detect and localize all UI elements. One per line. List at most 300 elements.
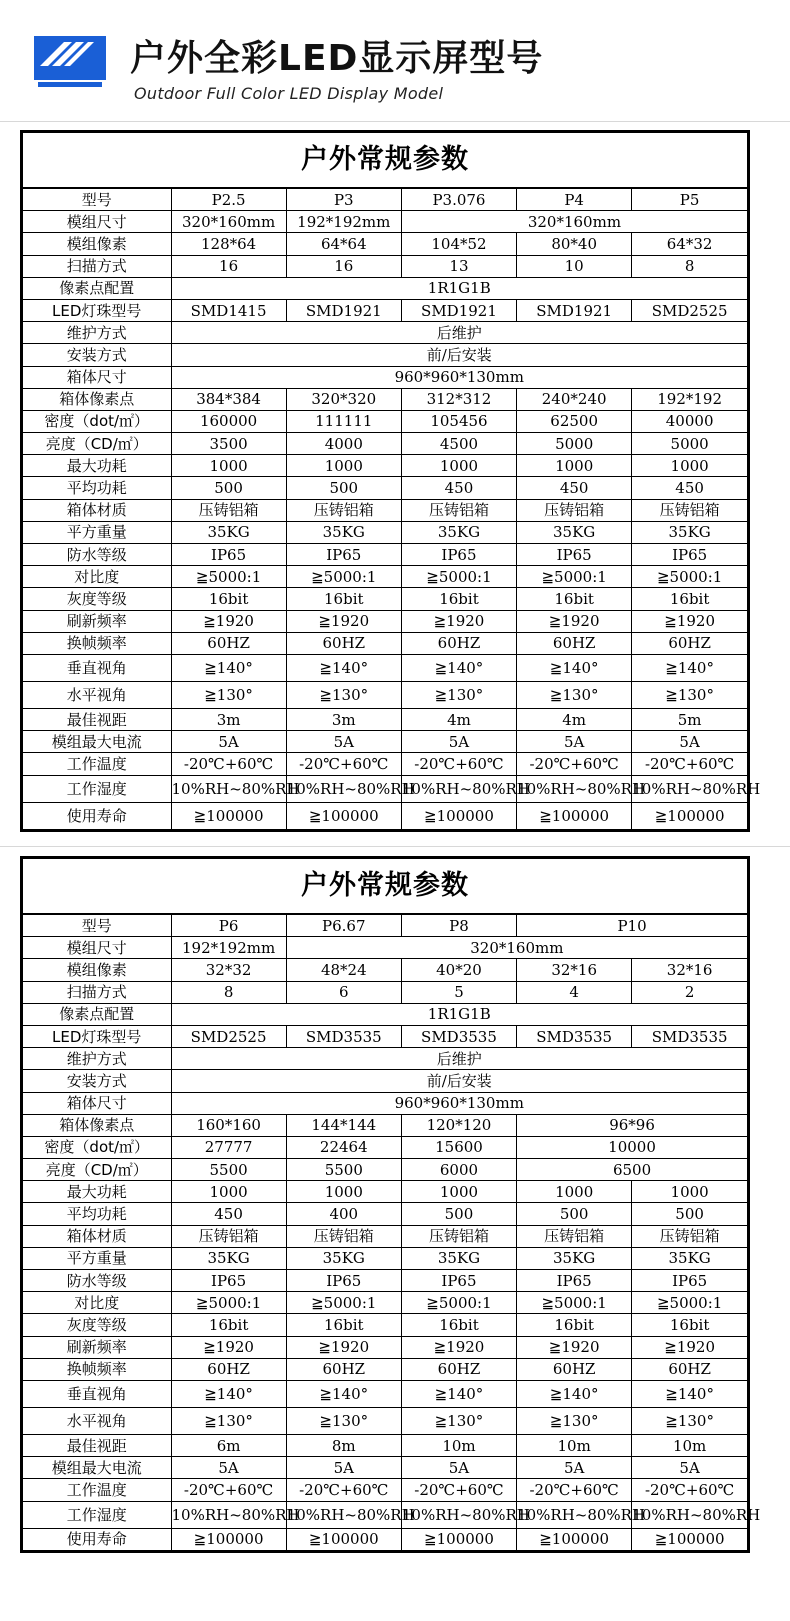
table-cell: 压铸铝箱 bbox=[517, 499, 632, 521]
table-cell: ≧5000:1 bbox=[632, 566, 747, 588]
table-cell: 400 bbox=[286, 1203, 401, 1225]
table-cell: 3m bbox=[171, 708, 286, 730]
table-cell: 60HZ bbox=[517, 632, 632, 654]
table-cell: 10000 bbox=[517, 1136, 747, 1158]
table-row bbox=[23, 1114, 747, 1136]
table-cell: 64*64 bbox=[286, 233, 401, 255]
table-cell: 27777 bbox=[171, 1136, 286, 1158]
table-cell: -20℃+60℃ bbox=[517, 1479, 632, 1501]
table-cell: 240*240 bbox=[517, 388, 632, 410]
table-cell: ≧130° bbox=[632, 681, 747, 708]
table-cell: SMD3535 bbox=[517, 1025, 632, 1047]
row-label: 密度（dot/㎡） bbox=[23, 1136, 171, 1158]
table-cell: ≧1920 bbox=[517, 610, 632, 632]
table-cell: 2 bbox=[632, 981, 747, 1003]
table-cell: ≧5000:1 bbox=[517, 1292, 632, 1314]
table-cell: SMD1415 bbox=[171, 299, 286, 321]
table-cell: ≧100000 bbox=[517, 802, 632, 829]
table-row bbox=[23, 1270, 747, 1292]
table-cell: ≧1920 bbox=[401, 610, 516, 632]
divider bbox=[0, 121, 790, 122]
table-cell: 5A bbox=[171, 731, 286, 753]
table-cell: ≧5000:1 bbox=[171, 566, 286, 588]
table-cell: 10%RH~80%RH bbox=[286, 775, 401, 802]
table-cell: 前/后安装 bbox=[171, 344, 747, 366]
table-cell: 60HZ bbox=[171, 632, 286, 654]
row-label: 像素点配置 bbox=[23, 277, 171, 299]
spec-panel-1 bbox=[20, 130, 761, 832]
row-label: 防水等级 bbox=[23, 544, 171, 566]
table-cell: 192*192mm bbox=[286, 211, 401, 233]
table-cell: ≧140° bbox=[286, 1380, 401, 1407]
table-cell: 压铸铝箱 bbox=[286, 499, 401, 521]
table-cell: 后维护 bbox=[171, 322, 747, 344]
row-label: 最佳视距 bbox=[23, 708, 171, 730]
table-cell: 5500 bbox=[286, 1159, 401, 1181]
row-label: 灰度等级 bbox=[23, 588, 171, 610]
table-row bbox=[23, 915, 747, 937]
table-cell: 5A bbox=[517, 731, 632, 753]
table-cell: ≧1920 bbox=[632, 1336, 747, 1358]
table-cell: 111111 bbox=[286, 410, 401, 432]
table-cell: 16bit bbox=[517, 1314, 632, 1336]
table-cell: IP65 bbox=[171, 1270, 286, 1292]
table-cell: ≧1920 bbox=[632, 610, 747, 632]
table-cell: 10m bbox=[517, 1434, 632, 1456]
table-row bbox=[23, 233, 747, 255]
table-cell: ≧1920 bbox=[517, 1336, 632, 1358]
table-cell: ≧140° bbox=[171, 1380, 286, 1407]
table-cell: SMD2525 bbox=[632, 299, 747, 321]
row-label: 最大功耗 bbox=[23, 1181, 171, 1203]
divider bbox=[0, 846, 790, 847]
table-row bbox=[23, 1025, 747, 1047]
row-label: 工作温度 bbox=[23, 1479, 171, 1501]
table-row bbox=[23, 1203, 747, 1225]
table-cell: 10%RH~80%RH bbox=[171, 775, 286, 802]
table-row bbox=[23, 277, 747, 299]
table-row bbox=[23, 610, 747, 632]
table-cell: 压铸铝箱 bbox=[171, 499, 286, 521]
row-label: 防水等级 bbox=[23, 1270, 171, 1292]
table-cell: 60HZ bbox=[517, 1358, 632, 1380]
table-cell: 35KG bbox=[632, 1247, 747, 1269]
table-cell: 压铸铝箱 bbox=[401, 499, 516, 521]
table-cell: 3m bbox=[286, 708, 401, 730]
row-label: 使用寿命 bbox=[23, 802, 171, 829]
table-cell: ≧140° bbox=[401, 1380, 516, 1407]
row-label: 灰度等级 bbox=[23, 1314, 171, 1336]
table-cell: IP65 bbox=[286, 1270, 401, 1292]
table-cell: SMD3535 bbox=[401, 1025, 516, 1047]
table-cell: 104*52 bbox=[401, 233, 516, 255]
row-label: 工作湿度 bbox=[23, 1501, 171, 1528]
table-cell: 1000 bbox=[286, 455, 401, 477]
table-cell: 10%RH~80%RH bbox=[401, 1501, 516, 1528]
row-label: 对比度 bbox=[23, 1292, 171, 1314]
table-cell: 10 bbox=[517, 255, 632, 277]
table-cell: 35KG bbox=[171, 1247, 286, 1269]
row-label: 垂直视角 bbox=[23, 1380, 171, 1407]
table-cell: SMD1921 bbox=[517, 299, 632, 321]
spec-table-title: 户外常规参数 bbox=[23, 133, 747, 189]
row-label: 水平视角 bbox=[23, 1407, 171, 1434]
table-cell: -20℃+60℃ bbox=[171, 753, 286, 775]
table-cell: 10%RH~80%RH bbox=[517, 1501, 632, 1528]
table-cell: SMD2525 bbox=[171, 1025, 286, 1047]
table-cell: 35KG bbox=[517, 1247, 632, 1269]
table-row bbox=[23, 344, 747, 366]
table-cell: 5A bbox=[401, 1457, 516, 1479]
row-label: 扫描方式 bbox=[23, 981, 171, 1003]
table-cell: 16bit bbox=[517, 588, 632, 610]
table-cell: 144*144 bbox=[286, 1114, 401, 1136]
table-cell: 120*120 bbox=[401, 1114, 516, 1136]
table-cell: 压铸铝箱 bbox=[171, 1225, 286, 1247]
table-cell: 60HZ bbox=[286, 632, 401, 654]
table-cell: ≧140° bbox=[171, 654, 286, 681]
table-row bbox=[23, 1048, 747, 1070]
table-row bbox=[23, 588, 747, 610]
table-cell: 6500 bbox=[517, 1159, 747, 1181]
table-row bbox=[23, 1434, 747, 1456]
row-label: 垂直视角 bbox=[23, 654, 171, 681]
table-row bbox=[23, 632, 747, 654]
table-row bbox=[23, 1136, 747, 1158]
row-label: 箱体尺寸 bbox=[23, 1092, 171, 1114]
table-cell: P10 bbox=[517, 915, 747, 937]
table-row bbox=[23, 753, 747, 775]
table-cell: -20℃+60℃ bbox=[632, 753, 747, 775]
table-cell: 105456 bbox=[401, 410, 516, 432]
table-cell: -20℃+60℃ bbox=[632, 1479, 747, 1501]
row-label: 平方重量 bbox=[23, 1247, 171, 1269]
table-cell: P2.5 bbox=[171, 189, 286, 211]
table-row bbox=[23, 521, 747, 543]
table-row bbox=[23, 433, 747, 455]
table-cell: P3.076 bbox=[401, 189, 516, 211]
table-cell: 16bit bbox=[286, 588, 401, 610]
table-cell: 192*192mm bbox=[171, 937, 286, 959]
table-row bbox=[23, 1479, 747, 1501]
table-cell: ≧5000:1 bbox=[632, 1292, 747, 1314]
row-label: 最佳视距 bbox=[23, 1434, 171, 1456]
table-cell: 960*960*130mm bbox=[171, 1092, 747, 1114]
table-cell: 16bit bbox=[632, 1314, 747, 1336]
table-cell: 35KG bbox=[401, 1247, 516, 1269]
table-cell: ≧130° bbox=[171, 681, 286, 708]
row-label: 模组尺寸 bbox=[23, 211, 171, 233]
table-cell: ≧140° bbox=[401, 654, 516, 681]
row-label: 安装方式 bbox=[23, 1070, 171, 1092]
table-cell: IP65 bbox=[517, 1270, 632, 1292]
table-cell: 60HZ bbox=[632, 632, 747, 654]
table-cell: 5A bbox=[286, 731, 401, 753]
table-cell: P4 bbox=[517, 189, 632, 211]
table-cell: 500 bbox=[171, 477, 286, 499]
table-cell: ≧100000 bbox=[517, 1528, 632, 1550]
table-cell: ≧140° bbox=[632, 1380, 747, 1407]
table-row bbox=[23, 1358, 747, 1380]
table-cell: IP65 bbox=[401, 1270, 516, 1292]
table-cell: 450 bbox=[171, 1203, 286, 1225]
table-cell: 5000 bbox=[632, 433, 747, 455]
table-row bbox=[23, 1092, 747, 1114]
table-cell: -20℃+60℃ bbox=[286, 753, 401, 775]
table-cell: 10%RH~80%RH bbox=[171, 1501, 286, 1528]
table-cell: 48*24 bbox=[286, 959, 401, 981]
table-cell: 450 bbox=[632, 477, 747, 499]
table-row bbox=[23, 1407, 747, 1434]
table-row bbox=[23, 959, 747, 981]
table-cell: ≧130° bbox=[286, 681, 401, 708]
table-row bbox=[23, 366, 747, 388]
table-cell: 16 bbox=[171, 255, 286, 277]
table-cell: 5A bbox=[632, 731, 747, 753]
table-cell: 10m bbox=[401, 1434, 516, 1456]
table-row bbox=[23, 654, 747, 681]
spec-table-title: 户外常规参数 bbox=[23, 859, 747, 915]
table-row bbox=[23, 1292, 747, 1314]
table-cell: ≧140° bbox=[517, 1380, 632, 1407]
table-cell: 8 bbox=[632, 255, 747, 277]
table-row bbox=[23, 775, 747, 802]
table-cell: ≧140° bbox=[632, 654, 747, 681]
table-cell: 5 bbox=[401, 981, 516, 1003]
row-label: 安装方式 bbox=[23, 344, 171, 366]
table-cell: 5A bbox=[286, 1457, 401, 1479]
table-cell: 192*192 bbox=[632, 388, 747, 410]
page-title: 户外全彩LED显示屏型号 bbox=[130, 38, 544, 79]
table-cell: 8m bbox=[286, 1434, 401, 1456]
table-cell: 1000 bbox=[632, 455, 747, 477]
table-cell: 160*160 bbox=[171, 1114, 286, 1136]
table-row bbox=[23, 1457, 747, 1479]
table-cell: 10m bbox=[632, 1434, 747, 1456]
table-cell: 60HZ bbox=[171, 1358, 286, 1380]
row-label: 亮度（CD/㎡） bbox=[23, 1159, 171, 1181]
row-label: 模组像素 bbox=[23, 959, 171, 981]
table-cell: 10%RH~80%RH bbox=[286, 1501, 401, 1528]
table-cell: 16bit bbox=[632, 588, 747, 610]
table-cell: 16bit bbox=[286, 1314, 401, 1336]
table-cell: P8 bbox=[401, 915, 516, 937]
table-cell: 320*160mm bbox=[286, 937, 747, 959]
table-cell: 1000 bbox=[632, 1181, 747, 1203]
table-row bbox=[23, 681, 747, 708]
table-cell: 5A bbox=[171, 1457, 286, 1479]
table-row bbox=[23, 410, 747, 432]
table-row bbox=[23, 1070, 747, 1092]
table-cell: IP65 bbox=[286, 544, 401, 566]
table-cell: ≧5000:1 bbox=[517, 566, 632, 588]
row-label: 模组最大电流 bbox=[23, 731, 171, 753]
table-cell: 35KG bbox=[286, 521, 401, 543]
table-cell: 1R1G1B bbox=[171, 1003, 747, 1025]
table-cell: ≧130° bbox=[286, 1407, 401, 1434]
table-cell: ≧1920 bbox=[286, 1336, 401, 1358]
row-label: LED灯珠型号 bbox=[23, 299, 171, 321]
table-cell: 4m bbox=[517, 708, 632, 730]
table-cell: 6m bbox=[171, 1434, 286, 1456]
table-cell: ≧5000:1 bbox=[171, 1292, 286, 1314]
table-cell: 1000 bbox=[401, 1181, 516, 1203]
row-label: 平均功耗 bbox=[23, 477, 171, 499]
table-cell: ≧130° bbox=[401, 681, 516, 708]
row-label: 工作温度 bbox=[23, 753, 171, 775]
table-cell: 1000 bbox=[401, 455, 516, 477]
row-label: 箱体像素点 bbox=[23, 1114, 171, 1136]
table-cell: ≧100000 bbox=[171, 802, 286, 829]
row-label: 使用寿命 bbox=[23, 1528, 171, 1550]
row-label: 刷新频率 bbox=[23, 610, 171, 632]
table-cell: 320*160mm bbox=[171, 211, 286, 233]
table-cell: ≧5000:1 bbox=[286, 1292, 401, 1314]
table-cell: 4 bbox=[517, 981, 632, 1003]
row-label: 模组像素 bbox=[23, 233, 171, 255]
row-label: 水平视角 bbox=[23, 681, 171, 708]
table-cell: ≧1920 bbox=[401, 1336, 516, 1358]
table-cell: IP65 bbox=[401, 544, 516, 566]
table-row bbox=[23, 1247, 747, 1269]
table-row bbox=[23, 1528, 747, 1550]
table-cell: 5500 bbox=[171, 1159, 286, 1181]
table-cell: 压铸铝箱 bbox=[632, 1225, 747, 1247]
table-cell: ≧100000 bbox=[632, 1528, 747, 1550]
table-cell: P6.67 bbox=[286, 915, 401, 937]
table-cell: 1R1G1B bbox=[171, 277, 747, 299]
table-cell: 1000 bbox=[517, 455, 632, 477]
table-cell: 13 bbox=[401, 255, 516, 277]
table-cell: 10%RH~80%RH bbox=[401, 775, 516, 802]
table-cell: 35KG bbox=[286, 1247, 401, 1269]
table-cell: ≧5000:1 bbox=[401, 566, 516, 588]
table-cell: ≧140° bbox=[517, 654, 632, 681]
table-cell: 80*40 bbox=[517, 233, 632, 255]
table-cell: 500 bbox=[517, 1203, 632, 1225]
table-cell: 312*312 bbox=[401, 388, 516, 410]
table-cell: 压铸铝箱 bbox=[632, 499, 747, 521]
table-cell: 压铸铝箱 bbox=[286, 1225, 401, 1247]
table-cell: 1000 bbox=[171, 1181, 286, 1203]
table-cell: 15600 bbox=[401, 1136, 516, 1158]
table-cell: 40000 bbox=[632, 410, 747, 432]
table-cell: 60HZ bbox=[401, 632, 516, 654]
table-cell: 5m bbox=[632, 708, 747, 730]
table-row bbox=[23, 1314, 747, 1336]
page-header bbox=[0, 0, 790, 125]
table-cell: 4000 bbox=[286, 433, 401, 455]
page-subtitle: Outdoor Full Color LED Display Model bbox=[134, 84, 444, 103]
table-cell: SMD1921 bbox=[286, 299, 401, 321]
table-cell: 8 bbox=[171, 981, 286, 1003]
table-cell: IP65 bbox=[632, 544, 747, 566]
table-cell: 32*16 bbox=[632, 959, 747, 981]
table-cell: -20℃+60℃ bbox=[517, 753, 632, 775]
table-cell: SMD1921 bbox=[401, 299, 516, 321]
table-cell: ≧130° bbox=[401, 1407, 516, 1434]
row-label: 维护方式 bbox=[23, 322, 171, 344]
table-row bbox=[23, 1003, 747, 1025]
table-cell: 40*20 bbox=[401, 959, 516, 981]
table-cell: -20℃+60℃ bbox=[401, 753, 516, 775]
spec-panel-2 bbox=[20, 856, 761, 1553]
row-label: 模组尺寸 bbox=[23, 937, 171, 959]
row-label: 工作湿度 bbox=[23, 775, 171, 802]
table-row bbox=[23, 189, 747, 211]
table-cell: 320*320 bbox=[286, 388, 401, 410]
table-cell: 4500 bbox=[401, 433, 516, 455]
table-cell: 35KG bbox=[401, 521, 516, 543]
table-row bbox=[23, 477, 747, 499]
table-row bbox=[23, 937, 747, 959]
row-label: 刷新频率 bbox=[23, 1336, 171, 1358]
spec-table bbox=[23, 915, 761, 1550]
table-cell: 160000 bbox=[171, 410, 286, 432]
table-cell: 22464 bbox=[286, 1136, 401, 1158]
table-row bbox=[23, 1336, 747, 1358]
row-label: 型号 bbox=[23, 915, 171, 937]
table-row bbox=[23, 1181, 747, 1203]
table-cell: 16bit bbox=[401, 1314, 516, 1336]
table-cell: P5 bbox=[632, 189, 747, 211]
table-cell: 1000 bbox=[517, 1181, 632, 1203]
row-label: 模组最大电流 bbox=[23, 1457, 171, 1479]
table-cell: 16bit bbox=[171, 1314, 286, 1336]
table-cell: ≧100000 bbox=[401, 1528, 516, 1550]
table-cell: 35KG bbox=[632, 521, 747, 543]
table-cell: 60HZ bbox=[286, 1358, 401, 1380]
table-cell: 62500 bbox=[517, 410, 632, 432]
row-label: 扫描方式 bbox=[23, 255, 171, 277]
table-cell: 96*96 bbox=[517, 1114, 747, 1136]
row-label: 换帧频率 bbox=[23, 632, 171, 654]
table-cell: 60HZ bbox=[401, 1358, 516, 1380]
table-cell: -20℃+60℃ bbox=[401, 1479, 516, 1501]
row-label: 密度（dot/㎡） bbox=[23, 410, 171, 432]
table-row bbox=[23, 322, 747, 344]
table-cell: -20℃+60℃ bbox=[171, 1479, 286, 1501]
table-cell: 320*160mm bbox=[401, 211, 747, 233]
table-cell: 35KG bbox=[171, 521, 286, 543]
table-cell: 450 bbox=[517, 477, 632, 499]
table-cell: 4m bbox=[401, 708, 516, 730]
table-row bbox=[23, 981, 747, 1003]
row-label: 换帧频率 bbox=[23, 1358, 171, 1380]
row-label: 维护方式 bbox=[23, 1048, 171, 1070]
row-label: 平方重量 bbox=[23, 521, 171, 543]
table-cell: 1000 bbox=[286, 1181, 401, 1203]
table-row bbox=[23, 299, 747, 321]
table-cell: ≧130° bbox=[517, 1407, 632, 1434]
table-cell: 后维护 bbox=[171, 1048, 747, 1070]
table-row bbox=[23, 211, 747, 233]
table-cell: ≧130° bbox=[171, 1407, 286, 1434]
table-cell: P3 bbox=[286, 189, 401, 211]
table-cell: 500 bbox=[401, 1203, 516, 1225]
table-cell: ≧130° bbox=[517, 681, 632, 708]
row-label: 箱体像素点 bbox=[23, 388, 171, 410]
table-cell: ≧100000 bbox=[286, 1528, 401, 1550]
table-cell: 10%RH~80%RH bbox=[632, 775, 747, 802]
spec-table bbox=[23, 189, 761, 829]
table-cell: IP65 bbox=[171, 544, 286, 566]
table-cell: 5A bbox=[517, 1457, 632, 1479]
table-cell: ≧100000 bbox=[401, 802, 516, 829]
row-label: 箱体材质 bbox=[23, 1225, 171, 1247]
table-cell: 压铸铝箱 bbox=[517, 1225, 632, 1247]
row-label: 箱体尺寸 bbox=[23, 366, 171, 388]
